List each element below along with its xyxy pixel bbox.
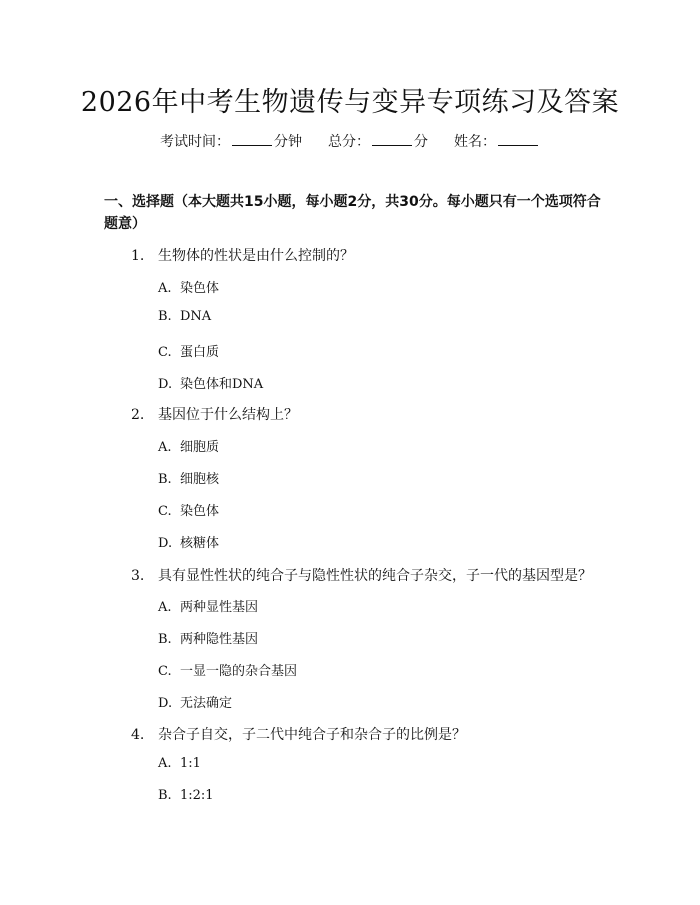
- page-title: 2026年中考生物遗传与变异专项练习及答案: [80, 87, 620, 118]
- option-letter: B.: [158, 632, 172, 647]
- option-3a: [158, 596, 258, 615]
- option-letter: B.: [158, 309, 172, 324]
- option-text: 染色体和DNA: [180, 377, 264, 392]
- option-3d: [158, 692, 232, 711]
- option-letter: C.: [158, 504, 172, 519]
- option-4b: [158, 788, 214, 803]
- option-letter: C.: [158, 345, 172, 360]
- option-2a: [158, 436, 219, 455]
- option-text: 细胞质: [180, 440, 220, 455]
- option-2d: [158, 532, 219, 551]
- question-number: 2.: [131, 407, 145, 423]
- time-field: [160, 131, 302, 151]
- question-4: [131, 724, 631, 744]
- name-label: 姓名：: [454, 134, 496, 150]
- question-2: [131, 404, 631, 424]
- score-unit: 分: [414, 134, 428, 150]
- option-text: 两种隐性基因: [180, 632, 259, 647]
- option-2b: [158, 468, 219, 487]
- option-1d: [158, 373, 263, 392]
- time-unit: 分钟: [274, 134, 302, 150]
- option-letter: D.: [158, 377, 173, 392]
- name-field: [454, 131, 540, 151]
- option-letter: A.: [158, 756, 172, 771]
- option-text: 染色体: [180, 281, 220, 296]
- option-text: 1:2:1: [180, 788, 214, 803]
- option-4a: [158, 756, 201, 771]
- option-text: 染色体: [180, 504, 220, 519]
- exam-meta: [0, 131, 700, 151]
- question-text: 杂合子自交，子二代中纯合子和杂合子的比例是？: [158, 727, 466, 743]
- question-text: 生物体的性状是由什么控制的？: [158, 248, 354, 264]
- option-text: 1:1: [180, 756, 201, 771]
- option-letter: D.: [158, 536, 173, 551]
- section-heading: 一、选择题（本大题共15小题，每小题2分，共30分。每小题只有一个选项符合题意）: [104, 194, 601, 232]
- option-letter: A.: [158, 600, 172, 615]
- option-2c: [158, 500, 219, 519]
- option-text: 两种显性基因: [180, 600, 259, 615]
- option-1a: [158, 277, 219, 296]
- option-text: 蛋白质: [180, 345, 220, 360]
- option-1c: [158, 341, 219, 360]
- time-blank: [232, 144, 272, 146]
- question-text: 具有显性性状的纯合子与隐性性状的纯合子杂交，子一代的基因型是？: [158, 568, 592, 584]
- option-letter: D.: [158, 696, 173, 711]
- option-text: 核糖体: [180, 536, 220, 551]
- option-letter: A.: [158, 440, 172, 455]
- question-number: 1.: [131, 248, 145, 264]
- score-label: 总分：: [328, 134, 370, 150]
- option-text: 细胞核: [180, 472, 220, 487]
- time-label: 考试时间：: [160, 134, 230, 150]
- option-letter: B.: [158, 472, 172, 487]
- option-1b: [158, 309, 211, 324]
- option-text: 无法确定: [180, 696, 233, 711]
- option-text: DNA: [180, 309, 212, 324]
- option-text: 一显一隐的杂合基因: [180, 664, 298, 679]
- option-letter: A.: [158, 281, 172, 296]
- score-field: [328, 131, 428, 151]
- question-number: 3.: [131, 568, 145, 584]
- question-3: [131, 565, 631, 585]
- option-letter: B.: [158, 788, 172, 803]
- option-3c: [158, 660, 297, 679]
- score-blank: [372, 144, 412, 146]
- question-number: 4.: [131, 727, 145, 743]
- option-letter: C.: [158, 664, 172, 679]
- question-text: 基因位于什么结构上？: [158, 407, 298, 423]
- question-1: [131, 245, 631, 265]
- name-blank: [498, 144, 538, 146]
- option-3b: [158, 628, 258, 647]
